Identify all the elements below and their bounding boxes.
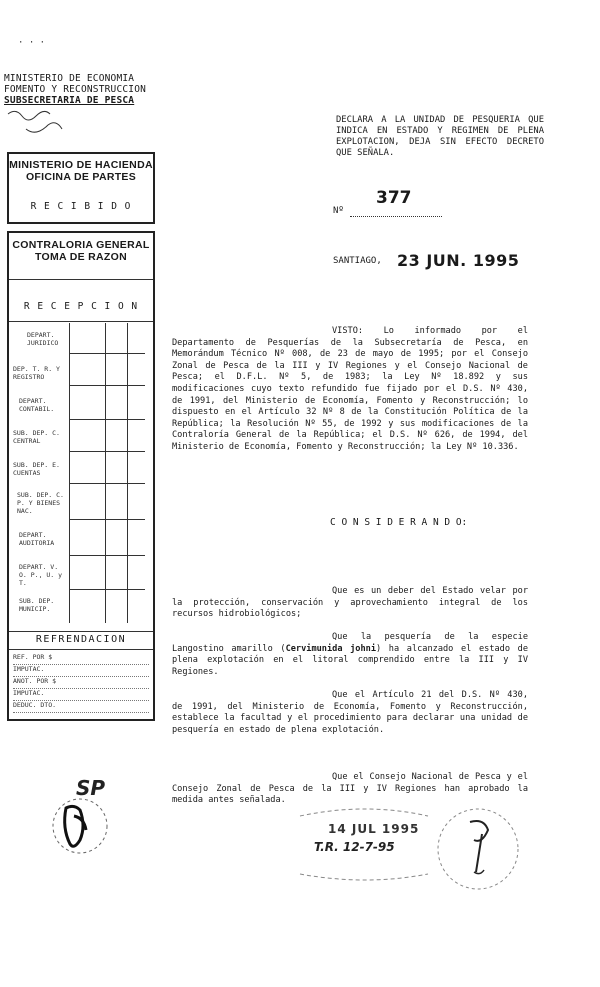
bottom-stamp-tr: T.R. 12-7-95 bbox=[314, 840, 395, 854]
ref-row-label: IMPUTAC. bbox=[13, 665, 149, 677]
grid-line bbox=[69, 353, 145, 354]
grid-line bbox=[127, 323, 128, 623]
ref-row-label: DEDUC. DTO. bbox=[13, 701, 149, 713]
reception-row-label: SUB. DEP. E. CUENTAS bbox=[13, 461, 60, 477]
hacienda-office: OFICINA DE PARTES bbox=[25, 171, 137, 183]
considerando-2-post: ) ha alcanzado el estado de plena explotación en el litoral comprendido entre la III y IV Regiones. bbox=[172, 643, 528, 677]
reception-row-label: DEPART. AUDITORIA bbox=[19, 531, 55, 547]
divider bbox=[9, 631, 153, 632]
reception-row-label: DEP. T. R. Y REGISTRO bbox=[13, 365, 60, 381]
date-stamp: 23 JUN. 1995 bbox=[397, 251, 520, 270]
scan-speck: · · · bbox=[18, 38, 46, 48]
place: SANTIAGO, bbox=[333, 256, 382, 266]
signature-stamp-left bbox=[52, 790, 112, 860]
divider bbox=[9, 321, 153, 322]
header-block bbox=[4, 73, 154, 106]
species-name: Cervimunida johni bbox=[285, 643, 376, 654]
reception-label: R E C E P C I O N bbox=[23, 301, 139, 312]
grid-line bbox=[105, 323, 106, 623]
grid-line bbox=[69, 451, 145, 452]
considerando-2 bbox=[172, 632, 528, 678]
bottom-stamp-date: 14 JUL 1995 bbox=[328, 822, 420, 836]
signature-stamp-right bbox=[430, 804, 526, 894]
hacienda-received: R E C I B I D O bbox=[30, 201, 132, 212]
header-subsecretaria: SUBSECRETARIA DE PESCA bbox=[4, 95, 135, 106]
grid-line bbox=[69, 483, 145, 484]
reception-row-label: SUB. DEP. C. P. Y BIENES NAC. bbox=[17, 491, 64, 515]
hacienda-title: MINISTERIO DE HACIENDA bbox=[9, 159, 153, 171]
handwritten-initials: SP bbox=[76, 776, 106, 800]
refrendacion-rows bbox=[13, 653, 149, 713]
grid-line bbox=[69, 323, 70, 623]
header-ministry: MINISTERIO DE ECONOMIA bbox=[4, 73, 135, 84]
header-fomento: FOMENTO Y RECONSTRUCCION bbox=[4, 84, 147, 95]
considerando-4: Que el Consejo Nacional de Pesca y el Consejo Zonal de Pesca de la III y IV Regiones han aprobado la medida antes señalada. bbox=[172, 772, 528, 806]
grid-line bbox=[69, 555, 145, 556]
reception-row-label: SUB. DEP. MUNICIP. bbox=[19, 597, 55, 613]
visto-paragraph: VISTO: Lo informado por el Departamento de Pesquerías de la Subsecretaría de Pesca, en Memorándum Técnico Nº 008, de 23 de mayo de 1995; por el Consejo Zonal de Pesca de la III y IV Regiones y el Consejo Nacional de Pesca; el D.F.L. Nº 5, de 1983; la Ley Nº 18.892 y sus modificaciones cuyo texto refundido fue fijado por el D.S. Nº 430, de 1991, del Ministerio de Economía, Fomento y Reconstrucción; lo dispuesto en el Artículo 32 Nº 8 de la Constitución Política de la República; la Resolución Nº 55, de 1992 y sus modificaciones de la Contraloría General de la República; el D.S. Nº 626, de 1994, del Ministerio de Economía, Fomento y Reconstrucción; la Ley Nº 10.336. bbox=[172, 326, 528, 452]
hacienda-stamp bbox=[7, 152, 155, 224]
toma-de-razon: TOMA DE RAZON bbox=[35, 251, 127, 263]
considerando-1: Que es un deber del Estado velar por la protección, conservación y aprovechamiento integral de los recursos hidrobiológicos; bbox=[172, 586, 528, 620]
decree-number-line bbox=[350, 216, 442, 217]
grid-line bbox=[69, 589, 145, 590]
considerando-2-pre: Que la pesquería de la especie Langostino amarillo ( bbox=[172, 632, 528, 654]
decree-number: 377 bbox=[376, 188, 412, 208]
reception-rows bbox=[9, 323, 153, 633]
divider bbox=[9, 279, 153, 280]
decree-number-label: Nº bbox=[333, 206, 344, 216]
contraloria-title: CONTRALORIA GENERAL bbox=[12, 239, 150, 251]
ref-row-label: REF. POR $ bbox=[13, 653, 149, 665]
grid-line bbox=[69, 419, 145, 420]
ref-row-label: ANOT. POR $ bbox=[13, 677, 149, 689]
considerando-heading: C O N S I D E R A N D O: bbox=[330, 517, 468, 528]
reception-row-label: SUB. DEP. C. CENTRAL bbox=[13, 429, 60, 445]
subject: DECLARA A LA UNIDAD DE PESQUERIA QUE INDICA EN ESTADO Y REGIMEN DE PLENA EXPLOTACION, DEJA SIN EFECTO DECRETO QUE SEÑALA. bbox=[336, 115, 544, 158]
contraloria-stamp bbox=[7, 231, 155, 721]
ref-row-label: IMPUTAC. bbox=[13, 689, 149, 701]
grid-line bbox=[69, 519, 145, 520]
reception-row-label: DEPART. V. O. P., U. y T. bbox=[19, 563, 63, 587]
considerando-3: Que el Artículo 21 del D.S. Nº 430, de 1991, del Ministerio de Economía, Fomento y Reconstrucción, establece la facultad y el procedimiento para declarar una unidad de pesquería en estado de plena explotación. bbox=[172, 690, 528, 735]
refrendacion-label: REFRENDACION bbox=[35, 634, 127, 645]
grid-line bbox=[69, 385, 145, 386]
reception-row-label: DEPART. CONTABIL. bbox=[19, 397, 55, 413]
reception-row-label: DEPART. JURIDICO bbox=[27, 331, 59, 347]
header-scribble bbox=[6, 104, 76, 144]
divider bbox=[9, 649, 153, 650]
